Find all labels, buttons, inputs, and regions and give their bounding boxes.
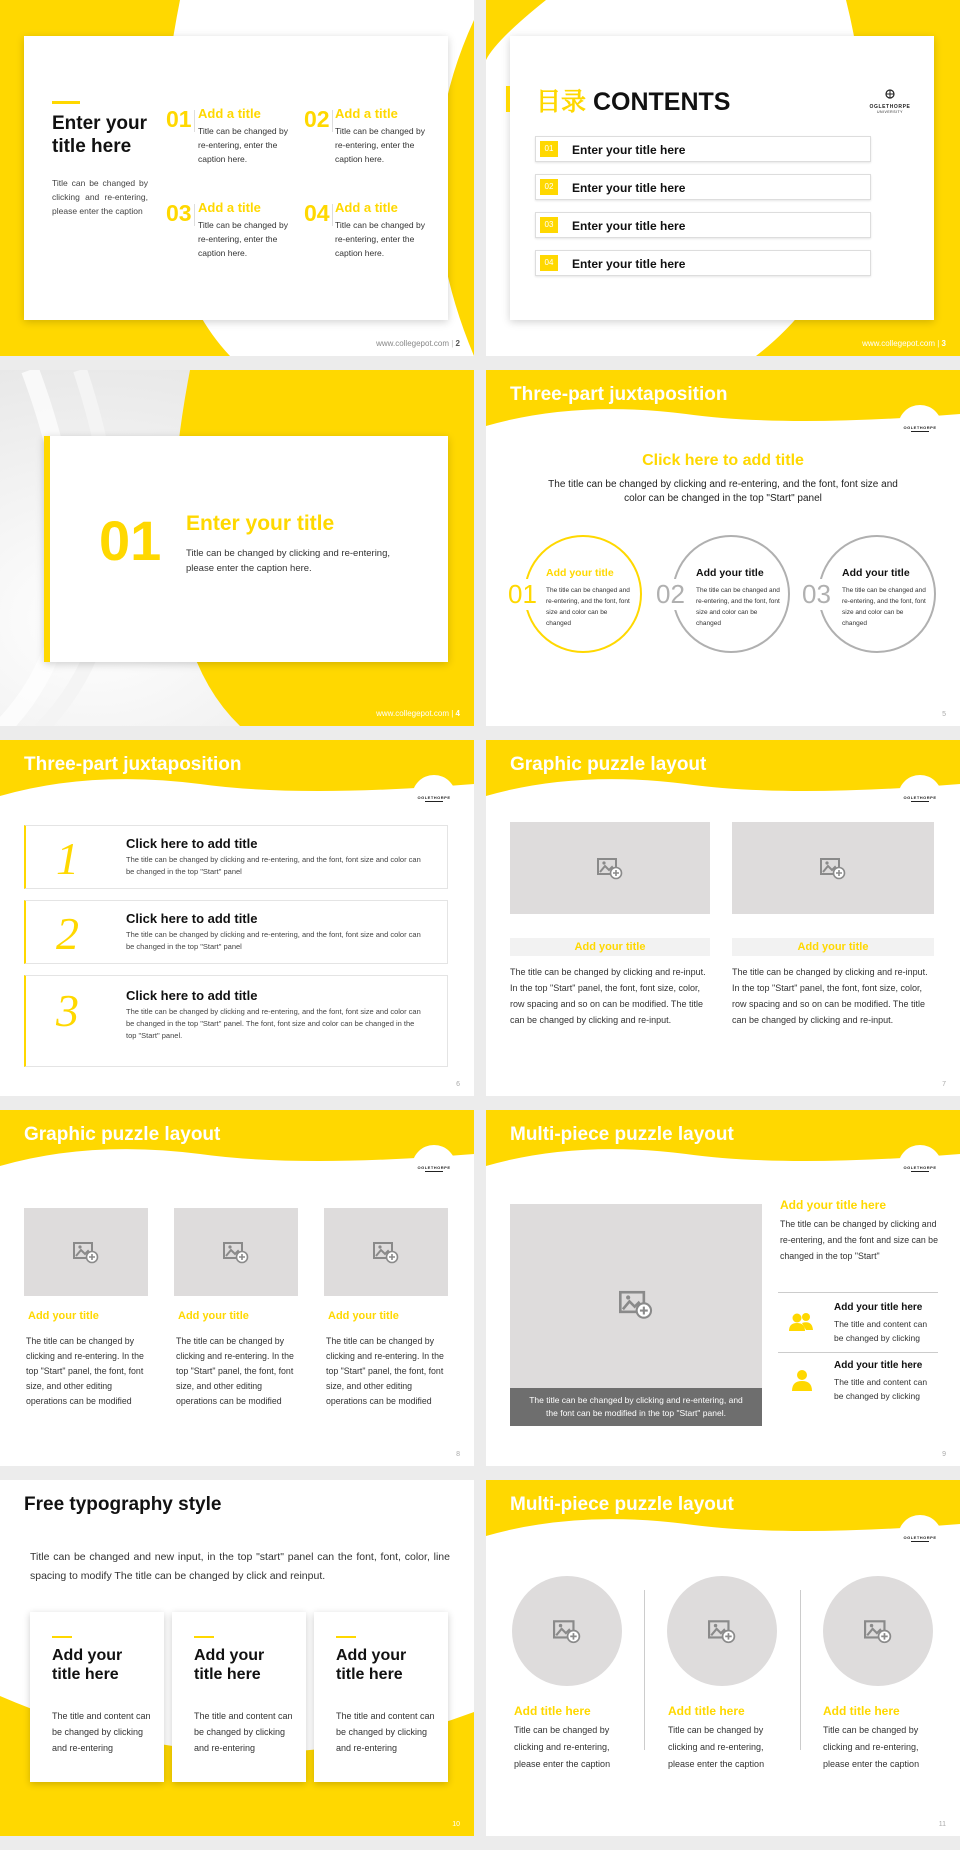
slide-title: Enter your title here <box>52 113 148 157</box>
item-label: Enter your title here <box>572 143 686 157</box>
page-number: 3 <box>941 339 946 348</box>
band-title: Graphic puzzle layout <box>24 1124 221 1145</box>
item-number-badge: 02 <box>540 179 558 195</box>
info-title: Add your title here <box>834 1360 923 1371</box>
image-plus-icon <box>619 1288 653 1320</box>
card-text: The title and content can be changed by clicking and re-entering <box>194 1711 293 1753</box>
item-title: Add your title <box>546 567 614 579</box>
item-divider <box>332 110 333 132</box>
logo-sub: UNIVERSITY <box>876 110 903 114</box>
item-text: The title can be changed and re-entering, and the font, font size and color can be changed <box>546 587 630 627</box>
row-number: 2 <box>56 908 79 959</box>
right-title: Add your title here <box>780 1198 887 1212</box>
contents-item-04[interactable] <box>535 250 871 276</box>
item-title: Add a title <box>198 106 261 121</box>
card-title-1: Add your title <box>510 938 710 956</box>
footer: www.collegepot.com | 3 <box>862 339 946 348</box>
section-title: Enter your title <box>186 512 335 535</box>
page-number: 7 <box>942 1081 946 1088</box>
list-row-2 <box>24 900 448 964</box>
item-divider <box>332 204 333 226</box>
item-divider <box>194 110 195 132</box>
image-placeholder-1[interactable] <box>510 822 710 914</box>
emblem-icon <box>885 89 895 99</box>
item-divider <box>194 204 195 226</box>
university-logo: OGLETHORPE <box>898 1515 942 1559</box>
contents-item-01[interactable] <box>535 136 871 162</box>
accent-bar <box>52 101 80 104</box>
info-title: Add your title here <box>834 1302 923 1313</box>
item-title: Add your title <box>696 567 764 579</box>
divider <box>778 1352 938 1353</box>
card-title-3: Add your title <box>328 1310 399 1322</box>
item-number-badge: 01 <box>540 141 558 157</box>
image-placeholder-2[interactable] <box>732 822 934 914</box>
list-row-3 <box>24 975 448 1067</box>
item-title: Add a title <box>335 200 398 215</box>
slide-4 <box>0 370 474 726</box>
item-text: Title can be changed by re-entering, enter the caption here. <box>335 220 425 258</box>
person-icon <box>790 1368 814 1392</box>
page-number: 2 <box>455 339 460 348</box>
item-text: Title can be changed by re-entering, enter the caption here. <box>335 126 425 164</box>
contents-title <box>536 82 730 118</box>
university-logo: OGLETHORPE <box>412 775 456 819</box>
page-number: 9 <box>942 1451 946 1458</box>
image-plus-icon <box>373 1240 399 1264</box>
image-placeholder-large[interactable] <box>510 1204 762 1426</box>
accent-bar <box>194 1636 214 1638</box>
row-text: The title can be changed by clicking and re-entering, and the font, font size and color can be changed in the top "Start" panel. The font, font size and color can be changed in the top "Start" panel. <box>126 1007 421 1040</box>
card-text-3: The title can be changed by clicking and re-entering. In the top "Start" panel, the font, font size, and other editing operations can be modified <box>326 1336 444 1406</box>
university-logo: OGLETHORPE <box>412 1145 456 1189</box>
circle-item-02 <box>656 535 790 653</box>
image-plus-icon <box>597 856 623 880</box>
item-text: Title can be changed by re-entering, enter the caption here. <box>198 220 288 258</box>
item-number-badge: 03 <box>540 217 558 233</box>
contents-title-cn: 目录 <box>536 88 587 116</box>
card-text: The title and content can be changed by clicking and re-entering <box>336 1711 435 1753</box>
text-card-2 <box>172 1612 306 1782</box>
card-title-2: Add your title <box>178 1310 249 1322</box>
slide-title: Free typography style <box>24 1494 222 1515</box>
university-logo: OGLETHORPE <box>898 775 942 819</box>
footer-url: www.collegepot.com <box>376 339 449 348</box>
image-plus-icon <box>553 1618 581 1644</box>
intro-text: Title can be changed and new input, in the top "start" panel can the font, font, color, line spacing to modify The title can be changed by click and reinput. <box>30 1551 450 1582</box>
slide-3 <box>486 0 960 356</box>
slide-title: Click here to add title <box>642 452 804 469</box>
slide-6 <box>0 740 474 1096</box>
image-plus-icon <box>864 1618 892 1644</box>
item-title-3: Add title here <box>823 1704 900 1718</box>
page-number: 6 <box>456 1081 460 1088</box>
item-number: 01 <box>166 106 192 132</box>
section-caption: Title can be changed by clicking and re-entering, please enter the caption here. <box>186 548 391 574</box>
item-text-3: Title can be changed by clicking and re-entering, please enter the caption <box>823 1725 920 1769</box>
image-plus-icon <box>820 856 846 880</box>
section-card <box>44 436 448 662</box>
card-text-2: The title can be changed by clicking and re-input. In the top "Start" panel, the font, font size, color, row spacing and so on can be modified. The title can be changed by clicking and re-input. <box>732 967 928 1025</box>
footer-url: www.collegepot.com <box>376 709 450 718</box>
accent-bar <box>52 1636 72 1638</box>
card-text: The title and content can be changed by clicking and re-entering <box>52 1711 151 1753</box>
contents-card <box>510 36 934 320</box>
item-number: 01 <box>508 579 537 609</box>
info-text: The title and content can be changed by clicking <box>834 1377 928 1401</box>
image-plus-icon <box>73 1240 99 1264</box>
row-text: The title can be changed by clicking and re-entering, and the font, font size and color can be changed in the top "Start" panel <box>126 930 421 951</box>
text-card-1 <box>30 1612 164 1782</box>
page-number: 4 <box>455 709 460 718</box>
row-number: 3 <box>56 985 79 1036</box>
circle-item-01 <box>508 535 642 653</box>
item-label: Enter your title here <box>572 219 686 233</box>
item-number-badge: 04 <box>540 255 558 271</box>
university-logo <box>860 86 920 114</box>
slide-caption: Title can be changed by clicking and re-entering, please enter the caption <box>52 178 148 216</box>
footer: www.collegepot.com | 2 <box>376 339 460 348</box>
slide-11 <box>486 1480 960 1836</box>
card-text-1: The title can be changed by clicking and re-input. In the top "Start" panel, the font, font size, color, row spacing and so on can be modified. The title can be changed by clicking and re-input. <box>510 967 706 1025</box>
image-placeholder-2[interactable] <box>174 1208 298 1296</box>
footer: www.collegepot.com | 4 <box>376 709 460 718</box>
accent-bar <box>44 436 50 662</box>
card-title: Add your title here <box>52 1647 123 1683</box>
image-plus-icon <box>708 1618 736 1644</box>
slide-2 <box>0 0 474 356</box>
accent-bar <box>506 86 510 112</box>
item-title: Add a title <box>335 106 398 121</box>
row-title: Click here to add title <box>126 911 258 926</box>
page-number: 5 <box>942 711 946 718</box>
item-text: Title can be changed by re-entering, enter the caption here. <box>198 126 288 164</box>
item-text-2: Title can be changed by clicking and re-entering, please enter the caption <box>668 1725 765 1769</box>
right-text: The title can be changed by clicking and re-entering, and the font and size can be changed in the top "Start" <box>780 1219 938 1261</box>
item-number: 02 <box>656 579 685 609</box>
item-number: 04 <box>304 200 330 226</box>
image-plus-icon <box>223 1240 249 1264</box>
item-title-1: Add title here <box>514 1704 591 1718</box>
row-number: 1 <box>56 833 79 884</box>
item-text-1: Title can be changed by clicking and re-entering, please enter the caption <box>514 1725 611 1769</box>
divider <box>778 1292 938 1293</box>
band-title: Three-part juxtaposition <box>24 754 242 775</box>
item-title-2: Add title here <box>668 1704 745 1718</box>
item-label: Enter your title here <box>572 257 686 271</box>
band-title: Graphic puzzle layout <box>510 754 707 775</box>
item-title: Add a title <box>198 200 261 215</box>
row-title: Click here to add title <box>126 988 258 1003</box>
card-text-2: The title can be changed by clicking and re-entering. In the top "Start" panel, the font, font size, and other editing operations can be modified <box>176 1336 294 1406</box>
item-label: Enter your title here <box>572 181 686 195</box>
card-title-2: Add your title <box>732 938 934 956</box>
logo-name: OGLETHORPE <box>869 104 911 110</box>
item-text: The title can be changed and re-entering, and the font, font size and color can be changed <box>696 587 780 627</box>
row-text: The title can be changed by clicking and re-entering, and the font, font size and color can be changed in the top "Start" panel <box>126 855 421 876</box>
text-card-3 <box>314 1612 448 1782</box>
card-title: Add your title here <box>336 1647 407 1683</box>
list-row-1 <box>24 825 448 889</box>
card-text-1: The title can be changed by clicking and re-entering. In the top "Start" panel, the font, font size, and other editing operations can be modified <box>26 1336 144 1406</box>
slide-10 <box>0 1480 474 1836</box>
column-divider <box>644 1590 645 1750</box>
info-text: The title and content can be changed by clicking <box>834 1319 928 1343</box>
item-number: 02 <box>304 106 330 132</box>
item-number: 03 <box>802 579 831 609</box>
page-number: 10 <box>452 1821 460 1828</box>
column-divider <box>800 1590 801 1750</box>
circle-image-1[interactable] <box>512 1576 622 1686</box>
row-title: Click here to add title <box>126 836 258 851</box>
slide-7 <box>486 740 960 1096</box>
circle-image-2[interactable] <box>667 1576 777 1686</box>
info-item-2 <box>780 1358 940 1416</box>
info-item-1 <box>780 1300 940 1358</box>
contents-item-03[interactable] <box>535 212 871 238</box>
university-logo: OGLETHORPE <box>898 1145 942 1189</box>
slide-9 <box>486 1110 960 1466</box>
item-text: The title can be changed and re-entering, and the font, font size and color can be changed <box>842 587 926 627</box>
university-logo: OGLETHORPE <box>898 405 942 449</box>
card-title: Add your title here <box>194 1647 265 1683</box>
item-number: 03 <box>166 200 192 226</box>
contents-item-02[interactable] <box>535 174 871 200</box>
circle-image-3[interactable] <box>823 1576 933 1686</box>
contents-title-en: CONTENTS <box>592 88 731 116</box>
slide-8 <box>0 1110 474 1466</box>
footer-url: www.collegepot.com <box>862 339 936 348</box>
page-number: 11 <box>938 1821 946 1828</box>
circle-item-03 <box>802 535 936 653</box>
accent-bar <box>336 1636 356 1638</box>
image-placeholder-3[interactable] <box>324 1208 448 1296</box>
card-title-1: Add your title <box>28 1310 99 1322</box>
section-number: 01 <box>99 509 162 572</box>
band-title: Three-part juxtaposition <box>510 384 728 405</box>
page-number: 8 <box>456 1451 460 1458</box>
content-card <box>24 36 448 320</box>
image-placeholder-1[interactable] <box>24 1208 148 1296</box>
item-title: Add your title <box>842 567 910 579</box>
slide-5 <box>486 370 960 726</box>
band-title: Multi-piece puzzle layout <box>510 1494 734 1515</box>
slide-subtitle: The title can be changed by clicking and re-entering, and the font, font size and color can be changed in the top "Start" panel <box>548 479 898 504</box>
band-title: Multi-piece puzzle layout <box>510 1124 734 1145</box>
image-caption: The title can be changed by clicking and re-entering, and the font can be modified in the top "Start" panel. <box>510 1388 762 1426</box>
people-icon <box>788 1312 814 1332</box>
